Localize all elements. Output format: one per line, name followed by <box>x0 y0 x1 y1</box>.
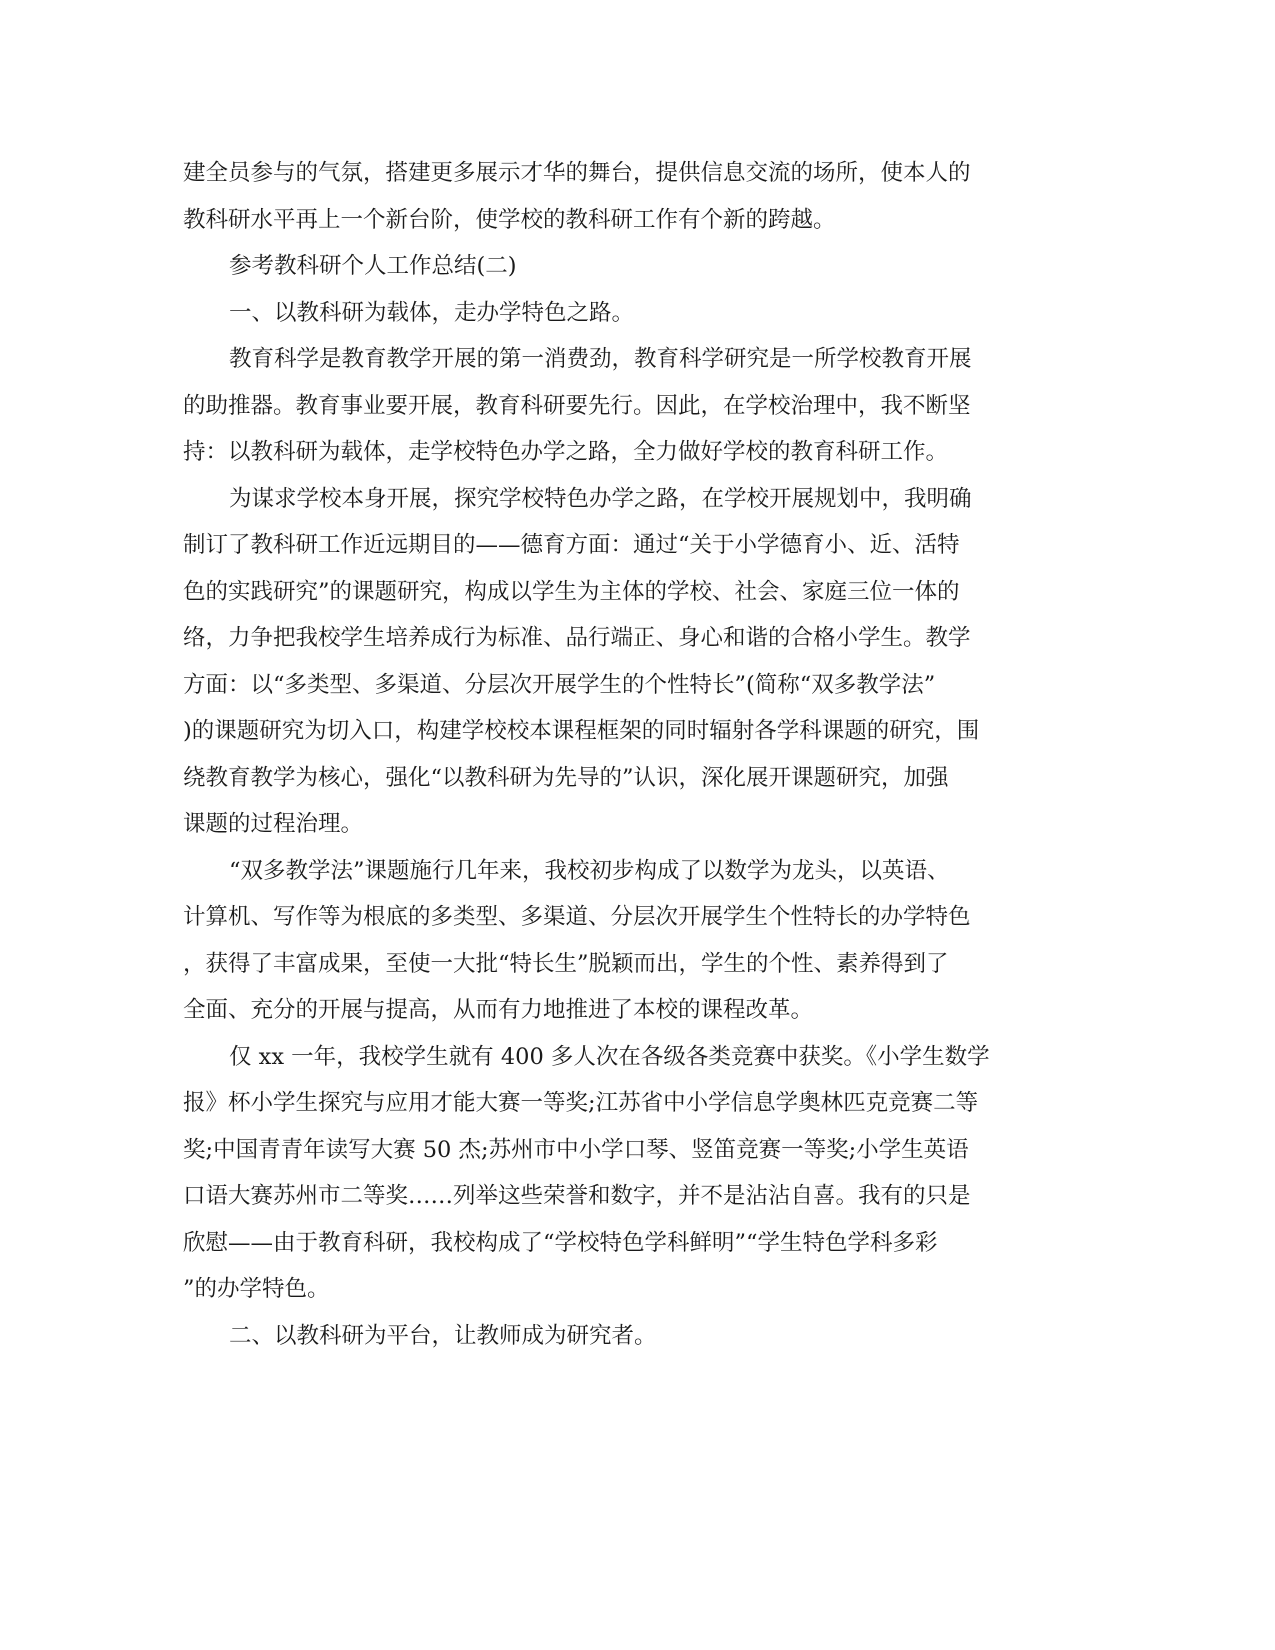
text-line: 仅 xx 一年，我校学生就有 400 多人次在各级各类竞赛中获奖。《小学生数学 <box>229 1043 990 1070</box>
text-line: “双多教学法”课题施行几年来，我校初步构成了以数学为龙头，以英语、 <box>229 857 950 884</box>
text-line: 为谋求学校本身开展，探究学校特色办学之路，在学校开展规划中，我明确 <box>229 485 972 512</box>
text-line: 报》杯小学生探究与应用才能大赛一等奖;江苏省中小学信息学奥林匹克竞赛二等 <box>183 1090 979 1116</box>
text-line: 绕教育教学为核心，强化“以教科研为先导的”认识，深化展开课题研究，加强 <box>183 764 949 791</box>
text-line: 色的实践研究”的课题研究，构成以学生为主体的学校、社会、家庭三位一体的 <box>183 578 960 605</box>
text-line: 教育科学是教育教学开展的第一消费劲，教育科学研究是一所学校教育开展 <box>229 346 972 372</box>
text-line: ，获得了丰富成果，至使一大批“特长生”脱颖而出，学生的个性、素养得到了 <box>183 950 949 977</box>
text-line: 口语大赛苏州市二等奖……列举这些荣誉和数字，并不是沾沾自喜。我有的只是 <box>183 1183 971 1209</box>
text-line: 制订了教科研工作近远期目的——德育方面：通过“关于小学德育小、近、活特 <box>183 532 960 558</box>
section-heading: 二、以教科研为平台，让教师成为研究者。 <box>229 1322 657 1349</box>
text-line: 计算机、写作等为根底的多类型、多渠道、分层次开展学生个性特长的办学特色 <box>183 904 971 930</box>
text-line: 教科研水平再上一个新台阶，使学校的教科研工作有个新的跨越。 <box>183 206 836 233</box>
text-line: 全面、充分的开展与提高，从而有力地推进了本校的课程改革。 <box>183 997 814 1023</box>
text-line: 络，力争把我校学生培养成行为标准、品行端正、身心和谐的合格小学生。教学 <box>183 625 971 651</box>
text-line: 课题的过程治理。 <box>183 811 364 837</box>
text-line: 奖;中国青青年读写大赛 50 杰;苏州市中小学口琴、竖笛竞赛一等奖;小学生英语 <box>183 1136 969 1163</box>
text-line: 建全员参与的气氛，搭建更多展示才华的舞台，提供信息交流的场所，使本人的 <box>183 160 971 186</box>
document-body <box>183 150 1043 1359</box>
section-title: 参考教科研个人工作总结(二) <box>229 253 517 279</box>
text-line: 欣慰——由于教育科研，我校构成了“学校特色学科鲜明”“学生特色学科多彩 <box>183 1229 938 1256</box>
section-heading: 一、以教科研为载体，走办学特色之路。 <box>229 299 635 326</box>
text-line: 的助推器。教育事业要开展，教育科研要先行。因此，在学校治理中，我不断坚 <box>183 392 971 419</box>
text-line: )的课题研究为切入口，构建学校校本课程框架的同时辐射各学科课题的研究，围 <box>183 718 980 744</box>
text-line: 持：以教科研为载体，走学校特色办学之路，全力做好学校的教育科研工作。 <box>183 439 949 465</box>
text-line: ”的办学特色。 <box>183 1276 330 1302</box>
text-line: 方面：以“多类型、多渠道、分层次开展学生的个性特长”(简称“双多教学法” <box>183 671 936 698</box>
